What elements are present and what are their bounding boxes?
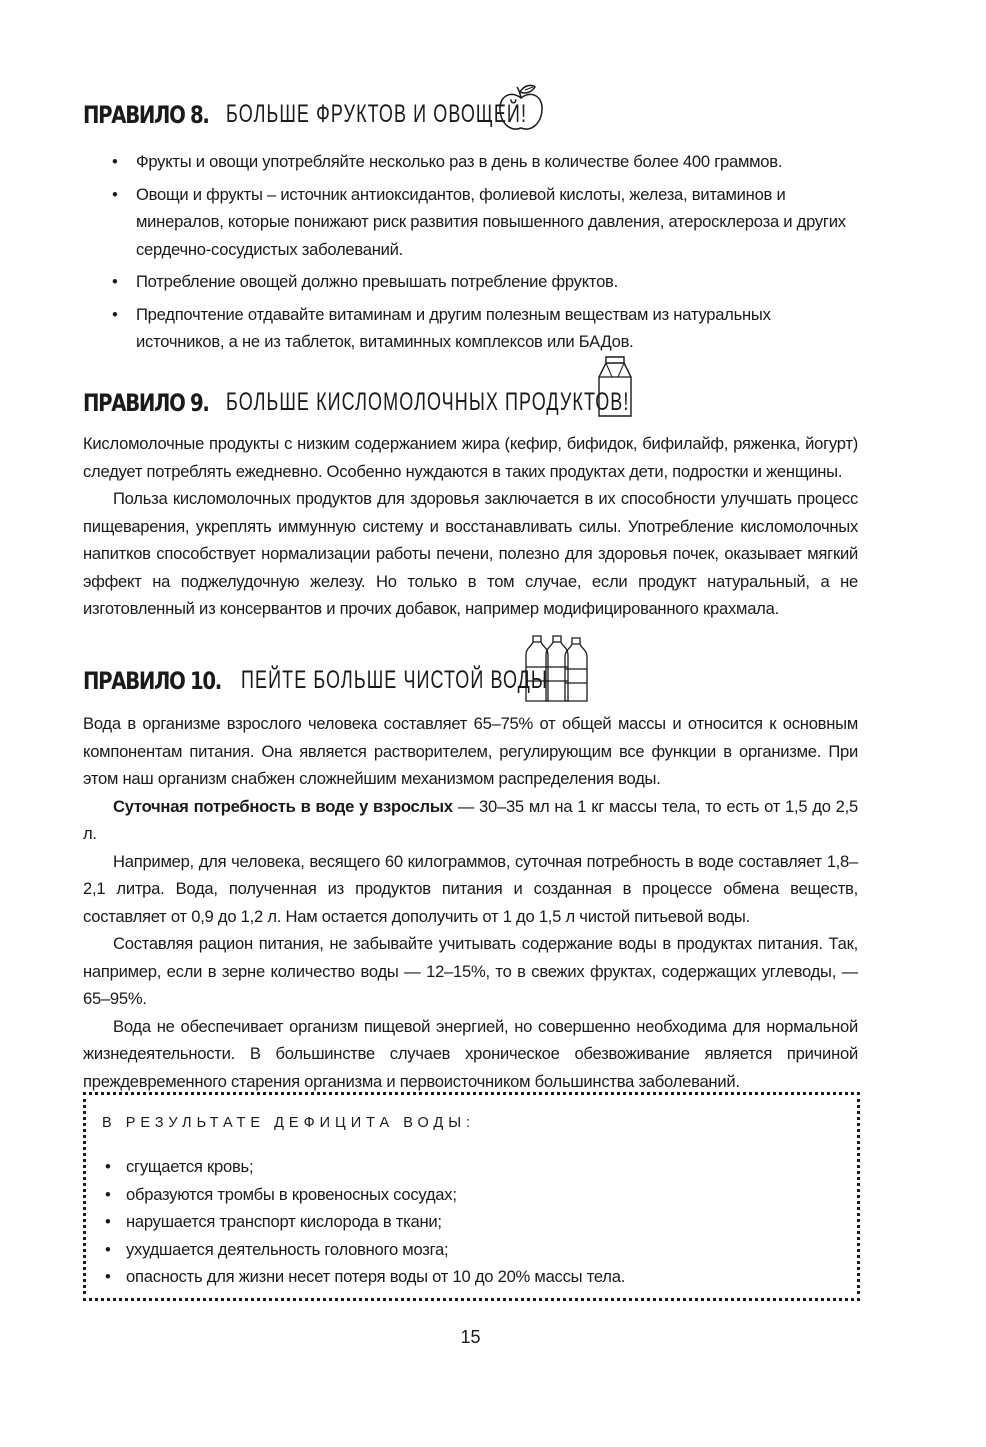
paragraph: Составляя рацион питания, не забывайте учитывать содержание воды в продуктах питания. Так, например, если в зерне количество воды — 12–15%, то в свежих фруктах, содержащих углеводы, — 65–95%.: [83, 934, 858, 1008]
page-number: 15: [460, 1327, 481, 1347]
milk-carton-icon: [596, 355, 636, 419]
deficit-title-text: В РЕЗУЛЬТАТЕ ДЕФИЦИТА ВОДЫ: [102, 1115, 467, 1131]
paragraph: Польза кисломолочных продуктов для здоровья заключается в их способности улучшать процесс пищеварения, укреплять иммунную систему и восстанавливать силы. Употребление кисломолочных напитков способствует нормализации работы печени, полезно для здоровья почек, оказывает мягкий эффект на поджелудочную железу. Но только в том случае, если продукт натуральный, а не изготовленный из консервантов и прочих добавок, например модифицированного крахмала.: [83, 489, 858, 618]
list-item: • нарушается транспорт кислорода в ткани;: [86, 1208, 846, 1236]
deficit-box: [83, 1092, 860, 1301]
list-item: • образуются тромбы в кровеносных сосудах;: [86, 1181, 846, 1209]
rule8-title: БОЛЬШЕ ФРУКТОВ И ОВОЩЕЙ!: [226, 100, 528, 128]
daily-need-paragraph: [83, 793, 858, 848]
list-item: • Фрукты и овощи употребляйте несколько раз в день в количестве более 400 граммов.: [83, 148, 858, 176]
rule8-number: ПРАВИЛО 8.: [83, 100, 209, 129]
paragraph: Вода в организме взрослого человека составляет 65–75% от общей массы и относится к основным компонентам питания. Она является растворителем, регулирующим все функции в организме. При этом наш организм снабжен сложнейшим механизмом распределения воды.: [83, 714, 858, 788]
deficit-title: [102, 1115, 470, 1131]
paragraph: Вода не обеспечивает организм пищевой энергией, но совершенно необходима для нормальной жизнедеятельности. В большинстве случаев хроническое обезвоживание является причиной преждевременного старения организма и первоисточником большинства заболеваний.: [83, 1016, 858, 1091]
rule9-number: ПРАВИЛО 9.: [83, 388, 209, 417]
deficit-title-colon: :: [466, 1115, 471, 1131]
list-item: • Овощи и фрукты – источник антиоксидантов, фолиевой кислоты, железа, витаминов и минералов, которые понижают риск развития повышенного давления, атеросклероза и других сердечно-сосудистых заболеваний.: [83, 181, 858, 264]
daily-need-value: — 30–35 мл на 1 кг массы тела, то есть от 1,5 до 2,5 л.: [83, 796, 858, 843]
list-item: • сгущается кровь;: [86, 1153, 846, 1181]
rule10-text: [83, 710, 858, 1095]
rule8-list: [83, 148, 858, 361]
rule9-heading: [83, 388, 787, 417]
apple-icon: [497, 82, 545, 134]
rule8-heading: [83, 100, 644, 129]
deficit-list: [86, 1153, 846, 1291]
rule10-title: ПЕЙТЕ БОЛЬШЕ ЧИСТОЙ ВОДЫ: [241, 666, 549, 694]
rule9-title: БОЛЬШЕ КИСЛОМОЛОЧНЫХ ПРОДУКТОВ!: [226, 388, 630, 416]
paragraph: Кисломолочные продукты с низким содержанием жира (кефир, бифидок, бифилайф, ряженка, йогурт) следует потреблять ежедневно. Особенно нуждаются в таких продуктах дети, подростки и женщины.: [83, 434, 858, 481]
daily-need-label: Суточная потребность в воде у взрослых: [113, 796, 453, 816]
list-item: • ухудшается деятельность головного мозга;: [86, 1236, 846, 1264]
list-item: • опасность для жизни несет потеря воды от 10 до 20% массы тела.: [86, 1263, 846, 1291]
list-item: • Предпочтение отдавайте витаминам и другим полезным веществам из натуральных источников, а не из таблеток, витаминных комплексов или БАДов.: [83, 301, 858, 356]
paragraph: Например, для человека, весящего 60 килограммов, суточная потребность в воде составляет 1,8–2,1 литра. Вода, полученная из продуктов питания и созданная в процессе обмена веществ, составляет от 0,9 до 1,2 л. Нам остается дополучить от 1 до 1,5 л чистой питьевой воды.: [83, 851, 858, 926]
water-bottles-icon: [523, 633, 589, 705]
list-item: • Потребление овощей должно превышать потребление фруктов.: [83, 268, 858, 296]
rule9-text: [83, 430, 858, 623]
rule10-number: ПРАВИЛО 10.: [83, 666, 221, 695]
